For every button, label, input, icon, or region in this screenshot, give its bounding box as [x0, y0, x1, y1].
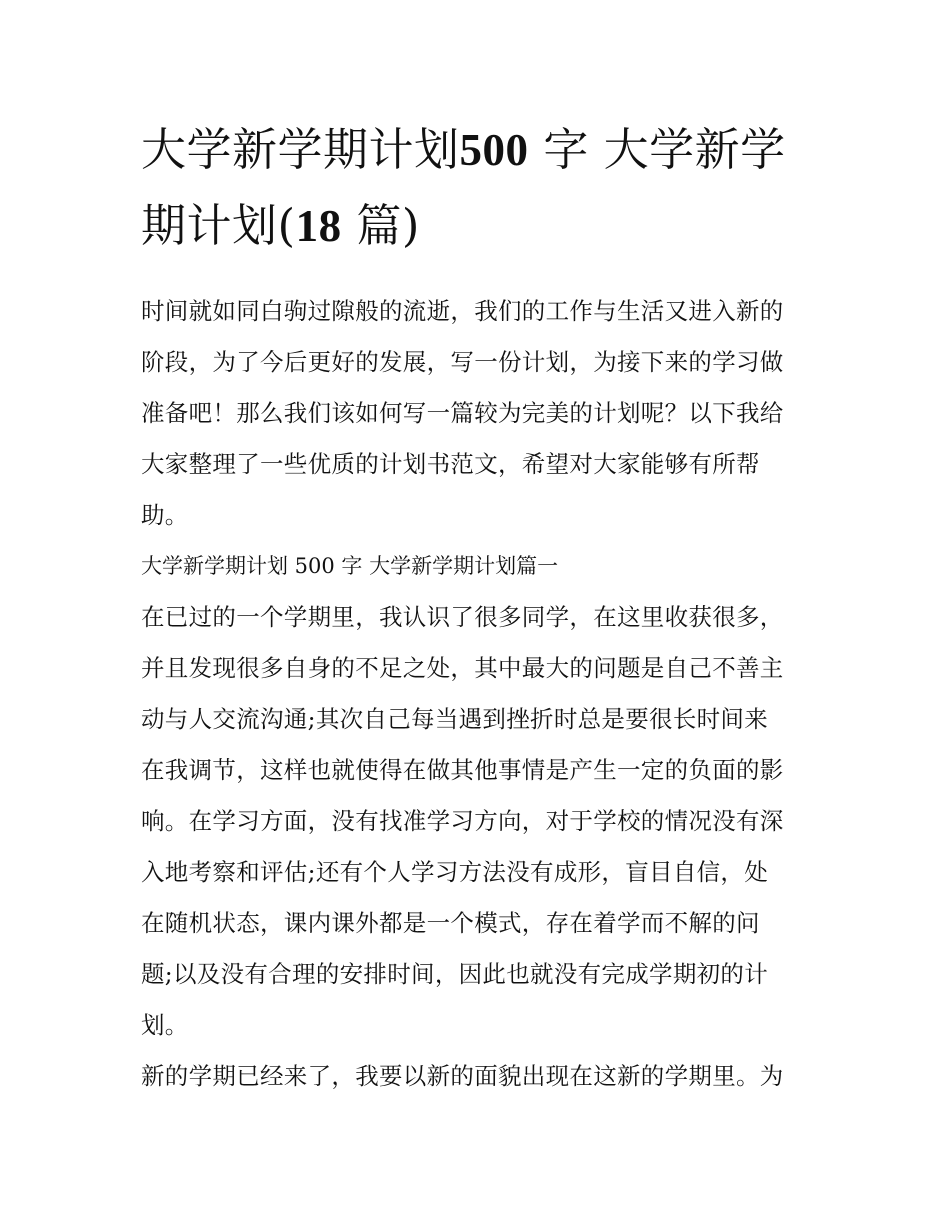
closing-line: 新的学期已经来了，我要以新的面貌出现在这新的学期里。为	[141, 1062, 784, 1090]
text-line: 题;以及没有合理的安排时间，因此也就没有完成学期初的计	[141, 960, 769, 988]
text-line: 划。	[141, 1011, 189, 1039]
text-line: 阶段，为了今后更好的发展，写一份计划，为接下来的学习做	[141, 348, 784, 376]
title-number: 500	[459, 125, 529, 175]
text-line: 在我调节，这样也就使得在做其他事情是产生一定的负面的影	[141, 756, 784, 784]
title-text: 字 大学新学期计划(	[141, 123, 786, 252]
text-line: 在随机状态，课内课外都是一个模式，存在着学而不解的问	[141, 909, 760, 937]
title-text: 篇)	[341, 199, 420, 252]
text-line: 时间就如同白驹过隙般的流逝，我们的工作与生活又进入新的	[141, 297, 784, 325]
text-line: 大家整理了一些优质的计划书范文，希望对大家能够有所帮	[141, 450, 760, 478]
text-line: 入地考察和评估;还有个人学习方法没有成形，盲目自信，处	[141, 858, 769, 886]
text-line: 准备吧！那么我们该如何写一篇较为完美的计划呢？以下我给	[141, 399, 784, 427]
section-heading: 大学新学期计划 500 字 大学新学期计划篇一	[141, 554, 559, 578]
title-text: 大学新学期计划	[141, 123, 460, 176]
intro-paragraph	[141, 286, 816, 541]
text-line: 助。	[141, 501, 189, 529]
text-line: 并且发现很多自身的不足之处，其中最大的问题是自己不善主	[141, 654, 784, 682]
title-number: 18	[295, 201, 342, 251]
document-body	[141, 112, 816, 1102]
section-paragraph	[141, 592, 816, 1051]
text-line: 在已过的一个学期里，我认识了很多同学，在这里收获很多，	[141, 603, 784, 631]
text-line: 动与人交流沟通;其次自己每当遇到挫折时总是要很长时间来	[141, 705, 769, 733]
document-title	[141, 112, 816, 264]
text-line: 响。在学习方面，没有找准学习方向，对于学校的情况没有深	[141, 807, 784, 835]
